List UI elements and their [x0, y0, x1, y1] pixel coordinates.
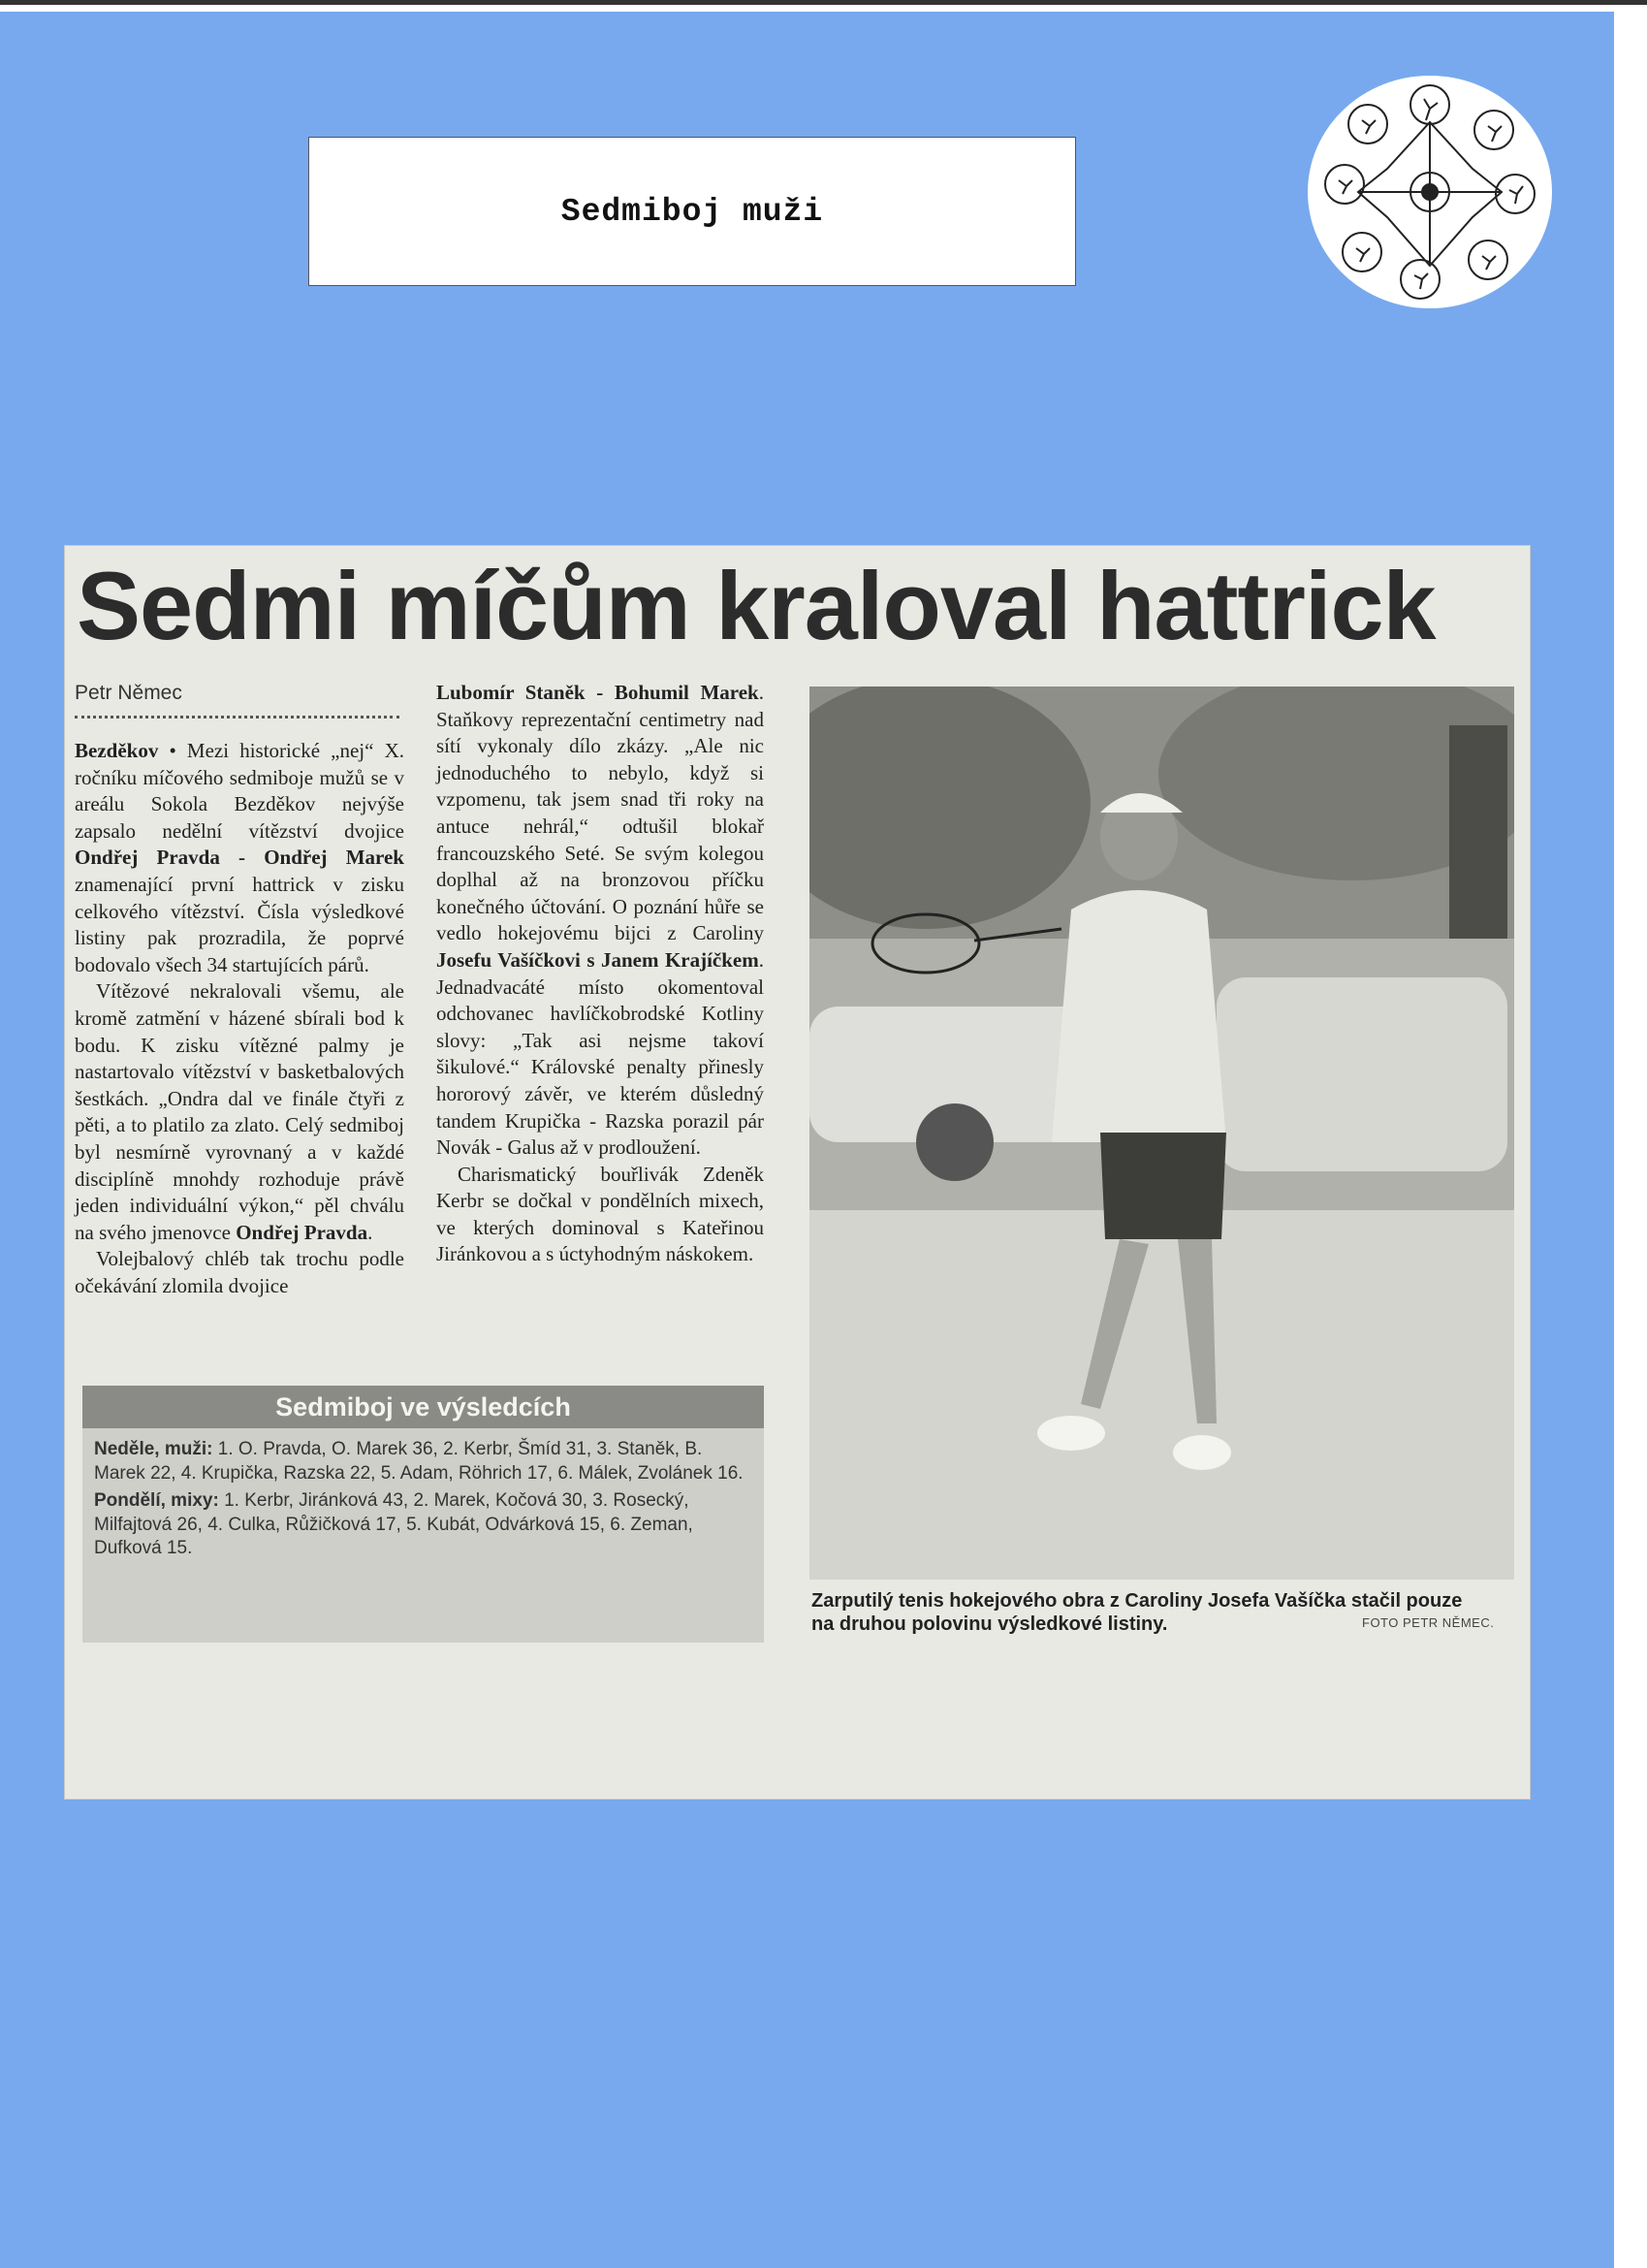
results-monday: Pondělí, mixy: 1. Kerbr, Jiránková 43, 2. Marek, Kočová 30, 3. Rosecký, Milfajtová 26, 4. Culka, Růžičková 17, 5. Kubát, Odvárková 15, 6. Zeman, Dufková 15.: [94, 1490, 693, 1558]
article-paragraph: Lubomír Staněk - Bohumil Marek. Staňkovy reprezentační centimetry nad sítí vykonaly dílo zkázy. „Ale nic jednoduchého to nebylo, když si vzpomenu, tak jsem snad tři roky na antuce nehrál,“ odtušil blokař francouzského Seté. Se svým kolegou doplhal až na bronzovou příčku konečného účtování. O poznání hůře se vedlo hokejovému bijci z Caroliny Josefu Vašíčkovi s Janem Krajíčkem. Jednadvacáté místo okomentoval odchovanec havlíčkobrodské Kotliny slovy: „Tak asi nejsme takoví šikulové.“ Královské penalty přinesly hororový závěr, ve kterém důsledný tandem Krupička - Razska porazil pár Novák - Galus až v prodloužení.: [436, 681, 764, 1160]
article-paragraph: Vítězové nekralovali všemu, ale kromě zatmění v házené sbírali bod k bodu. K zisku vítězné palmy je nastartovalo vítězství v basketbalových šestkách. „Ondra dal ve finále čtyři z pěti, a to platilo za zlato. Celý sedmiboj byl nesmírně vyrovnaný a v každé disciplíně mnohdy rozhoduje právě jeden individuální výkon,“ pěl chválu na svého jmenovce Ondřej Pravda.: [75, 979, 404, 1244]
article-headline: Sedmi míčům kraloval hattrick: [77, 552, 1436, 659]
sedmiboj-logo-icon: [1308, 76, 1552, 308]
results-body: [82, 1428, 764, 1561]
results-title: Sedmiboj ve výsledcích: [82, 1386, 764, 1428]
results-box: [82, 1386, 764, 1643]
photo-caption: Zarputilý tenis hokejového obra z Caroliny Josefa Vašíčka stačil pouze na druhou polovinu výsledkové listiny.: [811, 1590, 1463, 1635]
dateline: Bezděkov: [75, 739, 159, 762]
results-sunday: Neděle, muži: 1. O. Pravda, O. Marek 36, 2. Kerbr, Šmíd 31, 3. Staněk, B. Marek 22, 4. Krupička, Razska 22, 5. Adam, Röhrich 17, 6. Málek, Zvolánek 16.: [94, 1439, 744, 1484]
article-column-1: [75, 738, 404, 1299]
author-divider: [75, 716, 399, 719]
article-paragraph: Charismatický bouřlivák Zdeněk Kerbr se dočkal v pondělních mixech, ve kterých dominoval s Kateřinou Jiránkovou a s úctyhodným náskokem.: [436, 1162, 764, 1266]
article-author: Petr Němec: [75, 682, 182, 704]
tennis-photo: [809, 687, 1514, 1580]
article-paragraph: Bezděkov • Mezi historické „nej“ X. ročníku míčového sedmiboje mužů se v areálu Sokola Bezděkov nejvýše zapsalo nedělní vítězství dvojice Ondřej Pravda - Ondřej Marek znamenající první hattrick v zisku celkového vítězství. Čísla výsledkové listiny pak prozradila, že poprvé bodovalo všech 34 startujících párů.: [75, 739, 404, 976]
article-paragraph: Volejbalový chléb tak trochu podle očekávání zlomila dvojice: [75, 1247, 404, 1297]
title-label-text: Sedmiboj muži: [560, 193, 824, 230]
article-column-2: [436, 680, 764, 1268]
title-label: [308, 137, 1076, 286]
newspaper-clipping: [64, 545, 1531, 1800]
page-right-margin: [1614, 12, 1647, 2268]
photo-credit: FOTO PETR NĚMEC.: [1362, 1615, 1495, 1630]
top-edge-line: [0, 0, 1647, 5]
